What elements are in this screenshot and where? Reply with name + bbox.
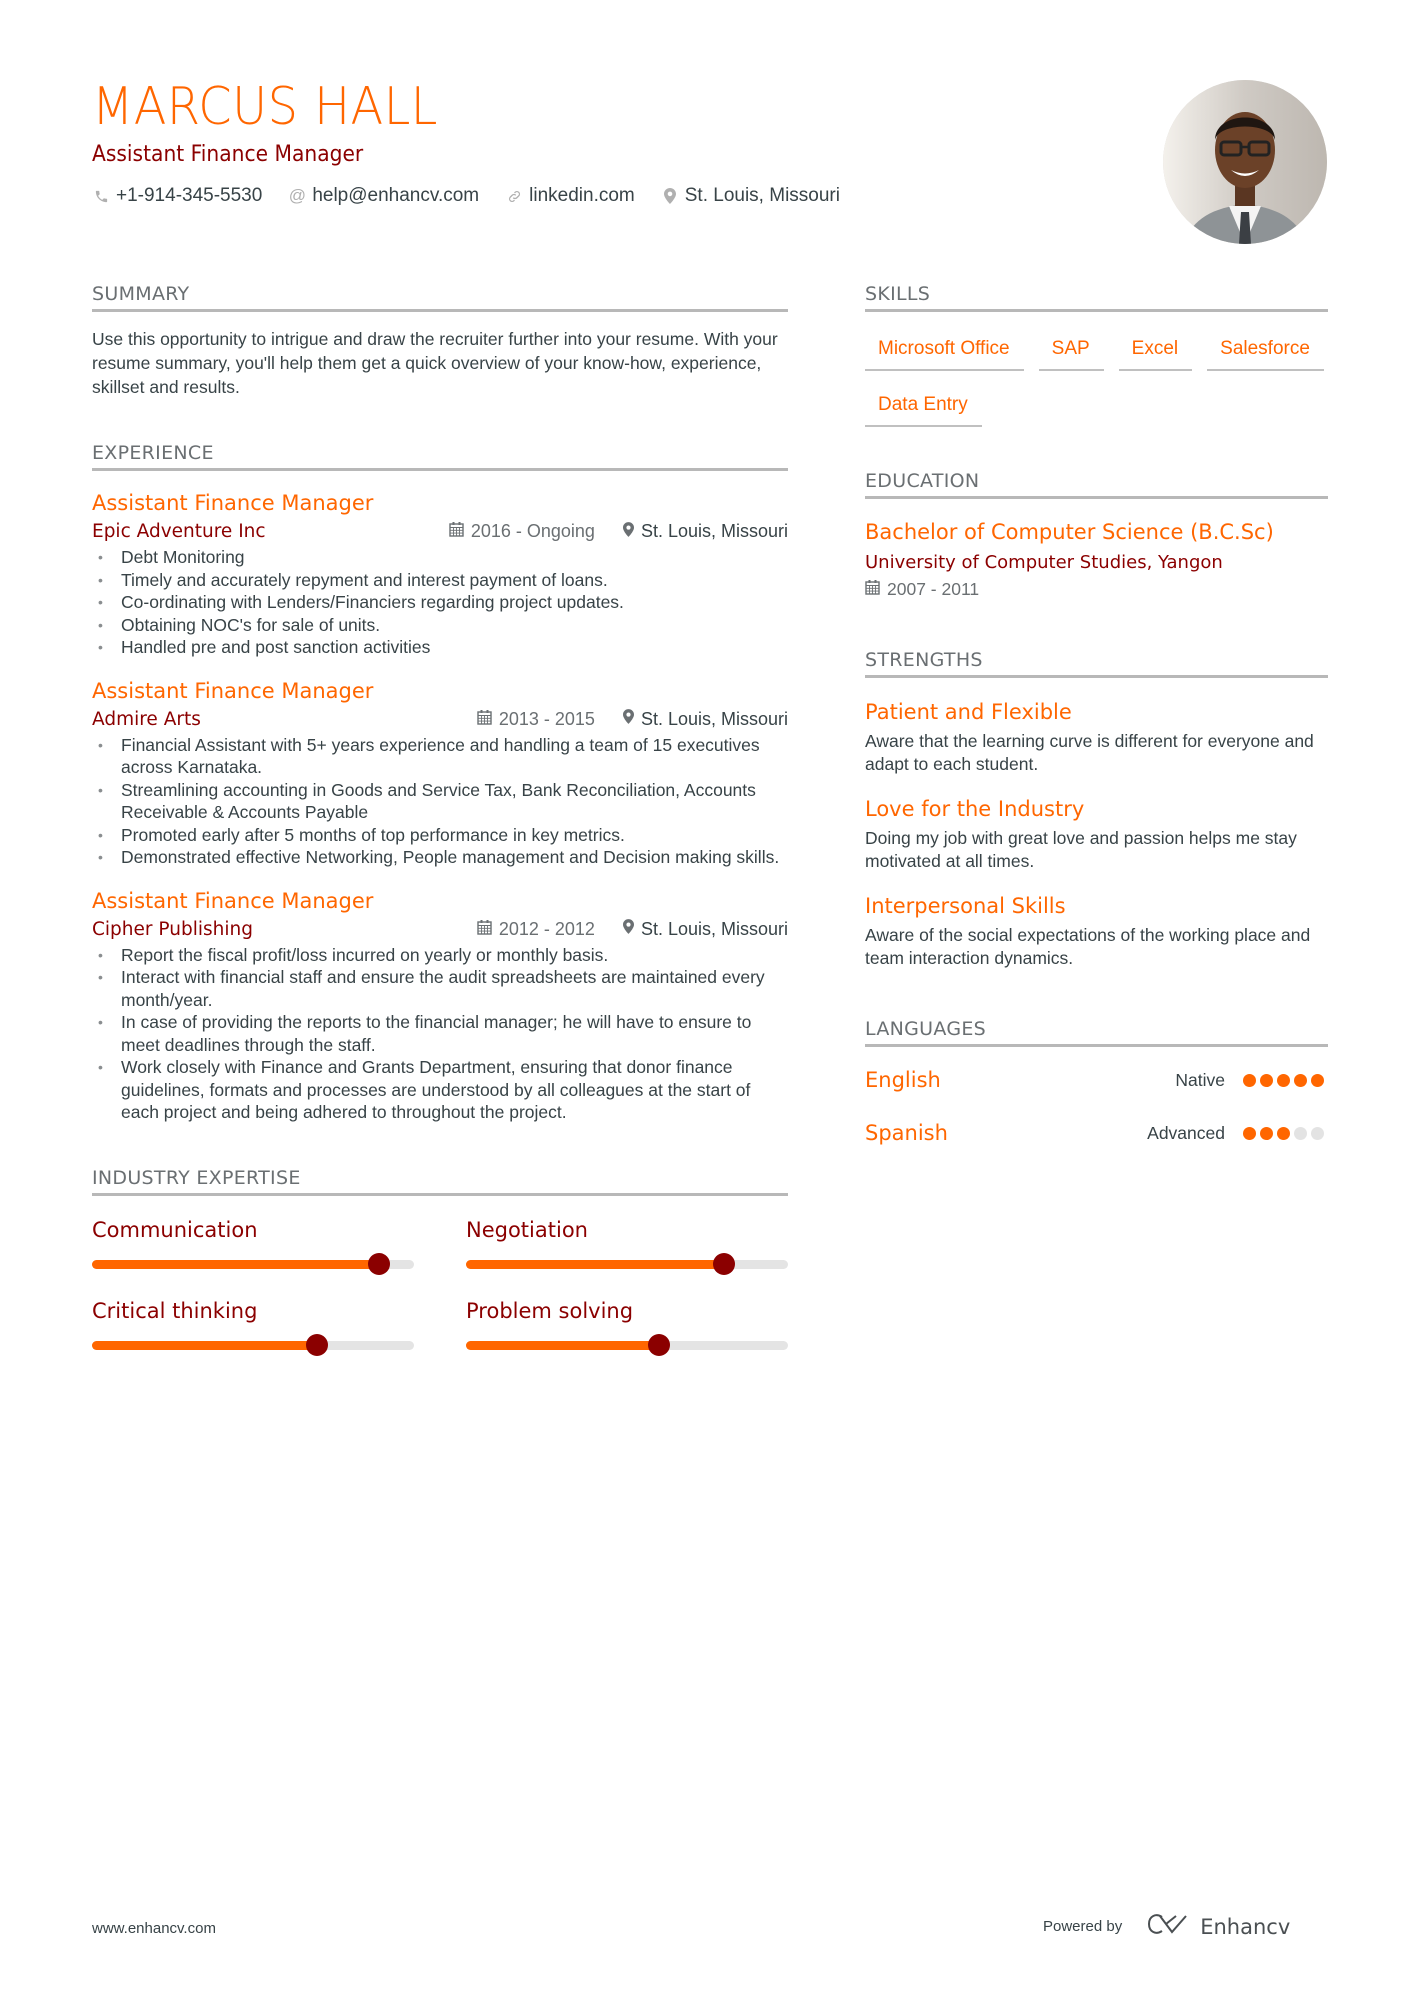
phone-icon (92, 189, 110, 204)
profile-photo (1163, 80, 1327, 244)
dot-empty (1311, 1127, 1324, 1140)
dot-filled (1260, 1074, 1273, 1087)
job-dates: 2012 - 2012 (498, 918, 595, 939)
education-section (865, 469, 1328, 600)
location-pin-icon (623, 919, 634, 939)
strength-description: Aware that the learning curve is different for everyone and adapt to each student. (865, 731, 1314, 774)
bullet-item: • Debt Monitoring (92, 546, 788, 569)
skill-tag: Data Entry (865, 386, 982, 427)
school-name: University of Computer Studies, Yangon (865, 552, 1223, 573)
bullet-item: • Financial Assistant with 5+ years experience and handling a team of 15 executives across Karnataka. (92, 734, 788, 779)
expertise-label: Critical thinking (92, 1298, 258, 1323)
expertise-bar (466, 1341, 788, 1350)
language-level: Native (1175, 1069, 1225, 1090)
bullet-item: • In case of providing the reports to the financial manager; he will have to ensure to meet deadlines through the staff. (92, 1011, 788, 1056)
powered-by-label: Powered by (1043, 1918, 1123, 1935)
bullet-item: • Demonstrated effective Networking, People management and Decision making skills. (92, 846, 788, 869)
job-dates: 2016 - Ongoing (470, 521, 595, 541)
industry-expertise-heading: INDUSTRY EXPERTISE (92, 1166, 788, 1196)
experience-heading: EXPERIENCE (92, 441, 788, 471)
expertise-label: Communication (92, 1217, 258, 1242)
link-icon (505, 189, 523, 204)
skills-heading: SKILLS (865, 282, 1328, 312)
languages-section (865, 1017, 1328, 1148)
experience-entry (92, 677, 788, 869)
strength-item (865, 892, 1328, 969)
bullet-item: • Timely and accurately repyment and interest payment of loans. (92, 569, 788, 592)
education-dates: 2007 - 2011 (887, 579, 980, 599)
location-pin-icon (623, 709, 634, 729)
proficiency-dots (1243, 1127, 1328, 1140)
dot-filled (1294, 1074, 1307, 1087)
bullet-item: • Streamlining accounting in Goods and Service Tax, Bank Reconciliation, Accounts Receivable & Accounts Payable (92, 779, 788, 824)
experience-entry (92, 887, 788, 1124)
bullet-item: • Obtaining NOC's for sale of units. (92, 614, 788, 637)
right-column (865, 282, 1328, 1148)
bullet-item: • Promoted early after 5 months of top performance in key metrics. (92, 824, 788, 847)
industry-expertise-section (92, 1166, 788, 1350)
job-meta (92, 709, 788, 730)
strength-item (865, 795, 1328, 872)
experience-section (92, 441, 788, 1124)
skills-section (865, 282, 1328, 427)
bullet-item: • Work closely with Finance and Grants Department, ensuring that donor finance guidelines, formats and processes are understood by all colleagues at the start of each project and being adhered to throughout the project. (92, 1056, 788, 1124)
experience-entry (92, 489, 788, 659)
job-bullets (92, 944, 788, 1124)
contact-email[interactable] (288, 185, 479, 207)
calendar-icon (477, 709, 492, 730)
calendar-icon (449, 521, 464, 542)
company-name: Cipher Publishing (92, 918, 253, 940)
job-bullets (92, 734, 788, 869)
bullet-item: • Handled pre and post sanction activities (92, 636, 788, 659)
language-name: Spanish (865, 1121, 948, 1145)
job-title: Assistant Finance Manager (92, 491, 374, 515)
language-item (865, 1065, 1328, 1095)
at-icon: @ (288, 186, 306, 205)
expertise-bar-fill (92, 1260, 379, 1269)
strength-item (865, 698, 1328, 775)
company-name: Admire Arts (92, 708, 201, 730)
location-pin-icon (623, 522, 634, 542)
expertise-bar (92, 1260, 414, 1269)
job-title: Assistant Finance Manager (92, 678, 374, 703)
strengths-heading: STRENGTHS (865, 648, 1328, 678)
skill-tag: SAP (1039, 330, 1104, 371)
dot-filled (1277, 1074, 1290, 1087)
left-column (92, 282, 788, 1350)
email-text: help@enhancv.com (312, 185, 480, 206)
dot-empty (1294, 1127, 1307, 1140)
calendar-icon (477, 919, 492, 940)
strength-title: Love for the Industry (865, 797, 1085, 821)
job-bullets (92, 546, 788, 659)
dot-filled (1243, 1127, 1256, 1140)
dot-filled (1311, 1074, 1324, 1087)
language-level: Advanced (1147, 1122, 1225, 1143)
calendar-icon (865, 579, 880, 600)
strength-title: Interpersonal Skills (865, 894, 1066, 918)
phone-text: +1-914-345-5530 (116, 185, 263, 206)
contact-row (92, 185, 1092, 207)
strength-description: Aware of the social expectations of the working place and team interaction dynamics. (865, 925, 1311, 968)
summary-heading: SUMMARY (92, 282, 788, 312)
bullet-item: • Report the fiscal profit/loss incurred on yearly or monthly basis. (92, 944, 788, 967)
location-pin-icon (661, 188, 679, 204)
strength-description: Doing my job with great love and passion helps me stay motivated at all times. (865, 828, 1297, 871)
expertise-bar-fill (466, 1260, 724, 1269)
location-text: St. Louis, Missouri (684, 185, 840, 206)
dot-filled (1277, 1127, 1290, 1140)
expertise-bar (466, 1260, 788, 1269)
contact-location (661, 185, 840, 207)
language-name: English (865, 1068, 941, 1092)
strength-title: Patient and Flexible (865, 700, 1072, 724)
footer-website[interactable]: www.enhancv.com (92, 1920, 216, 1937)
bullet-item: • Co-ordinating with Lenders/Financiers regarding project updates. (92, 591, 788, 614)
skill-tag: Excel (1119, 330, 1192, 371)
company-name: Epic Adventure Inc (92, 521, 266, 542)
expertise-bar-knob (368, 1253, 390, 1275)
expertise-label: Problem solving (466, 1298, 634, 1323)
contact-linkedin[interactable] (505, 185, 635, 207)
expertise-item (92, 1216, 414, 1269)
expertise-bar-knob (713, 1253, 735, 1275)
expertise-bar-knob (306, 1334, 328, 1356)
expertise-bar-fill (466, 1341, 659, 1350)
education-heading: EDUCATION (865, 469, 1328, 499)
bullet-item: • Interact with financial staff and ensure the audit spreadsheets are maintained every month/year. (92, 966, 788, 1011)
expertise-item (466, 1297, 788, 1350)
degree-title: Bachelor of Computer Science (B.C.Sc) (865, 520, 1274, 544)
expertise-label: Negotiation (466, 1217, 588, 1242)
contact-phone[interactable] (92, 185, 262, 207)
expertise-item (92, 1297, 414, 1350)
strengths-section (865, 648, 1328, 969)
proficiency-dots (1243, 1074, 1328, 1087)
brand-name: Enhancv (1200, 1914, 1291, 1939)
summary-text: Use this opportunity to intrigue and draw the recruiter further into your resume. With your resume summary, you'll help them get a quick overview of your know-how, experience, skillset and results. (92, 329, 778, 397)
job-location: St. Louis, Missouri (640, 918, 788, 939)
expertise-item (466, 1216, 788, 1269)
resume-header (92, 74, 1092, 207)
footer-powered-by (1043, 1912, 1290, 1941)
job-title: Assistant Finance Manager (92, 888, 374, 913)
expertise-bar-knob (648, 1334, 670, 1356)
candidate-title: Assistant Finance Manager (92, 142, 364, 167)
enhancv-logo-icon (1146, 1912, 1190, 1941)
skill-tag: Microsoft Office (865, 330, 1024, 371)
summary-section (92, 282, 788, 399)
skills-list (865, 330, 1325, 427)
languages-heading: LANGUAGES (865, 1017, 1328, 1047)
expertise-bar (92, 1341, 414, 1350)
skill-tag: Salesforce (1207, 330, 1324, 371)
linkedin-text: linkedin.com (529, 185, 635, 206)
dot-filled (1243, 1074, 1256, 1087)
job-location: St. Louis, Missouri (640, 521, 788, 541)
enhancv-logo[interactable] (1146, 1912, 1290, 1941)
job-meta (92, 521, 788, 542)
expertise-bar-fill (92, 1341, 317, 1350)
expertise-grid (92, 1216, 788, 1350)
language-item (865, 1118, 1328, 1148)
dot-filled (1260, 1127, 1273, 1140)
candidate-name: MARCUS HALL (92, 77, 438, 137)
job-meta (92, 919, 788, 940)
job-dates: 2013 - 2015 (498, 708, 595, 729)
job-location: St. Louis, Missouri (640, 708, 788, 729)
